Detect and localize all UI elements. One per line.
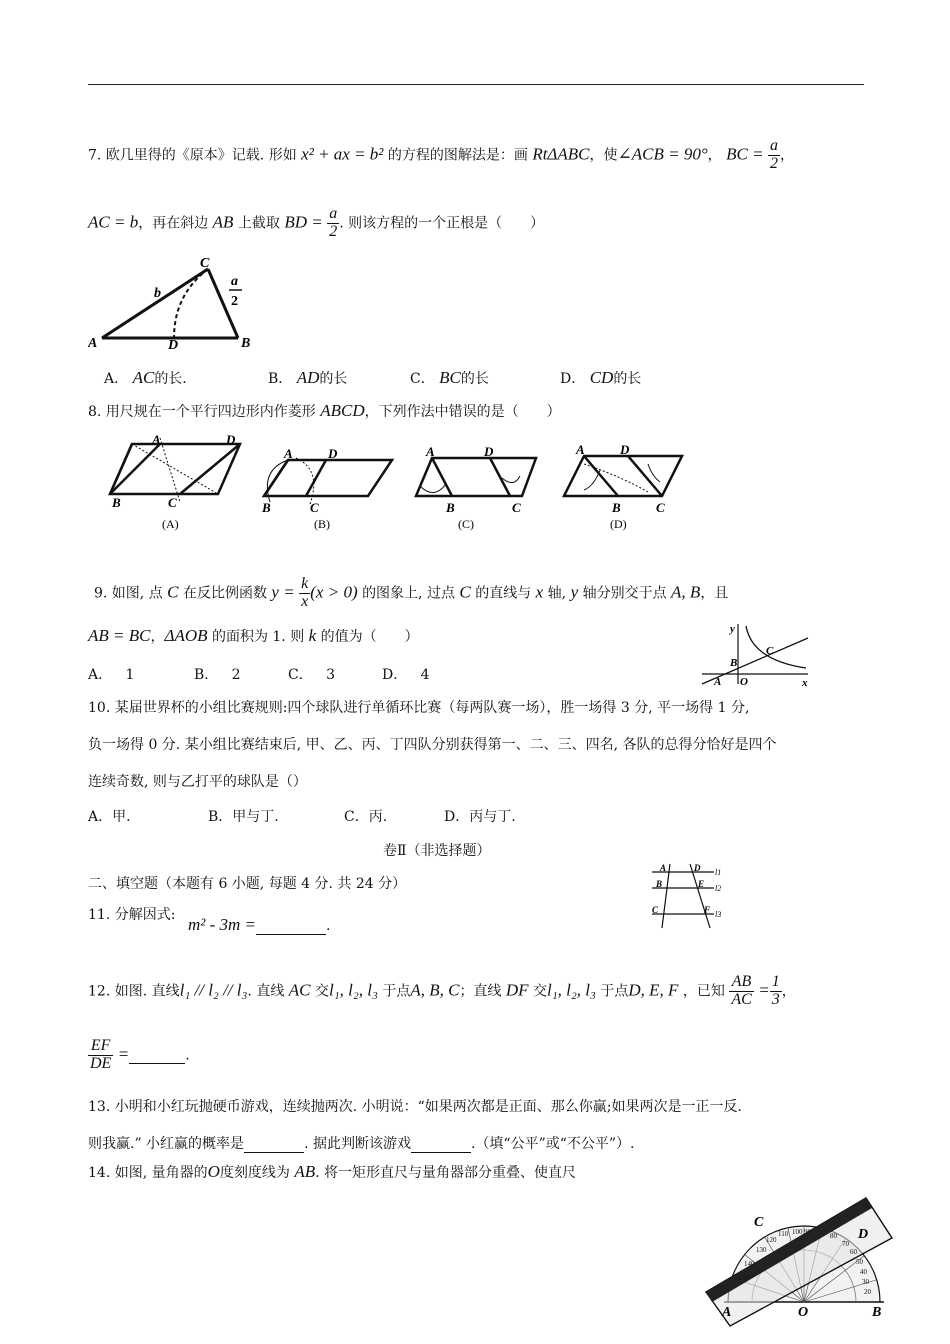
q14-label-C: C xyxy=(754,1215,764,1230)
svg-text:x: x xyxy=(802,677,808,688)
q13-line1: 13. 小明和小红玩抛硬币游戏，连续抛两次. 小明说：“如果两次都是正面、那么你赢;如果两次是一正一反. xyxy=(88,1099,742,1115)
q7-label-C: C xyxy=(200,256,210,271)
q14-label-A: A xyxy=(722,1305,732,1320)
q7-equation: x² + ax = b² xyxy=(301,144,384,164)
svg-text:D: D xyxy=(484,444,494,459)
svg-text:E: E xyxy=(698,879,705,889)
svg-text:F: F xyxy=(704,905,711,915)
q9-line1: 9. 如图, 点 C 在反比例函数 y = $\frac{k}{x}$ (x > 0) 的图象上, 过点 C 的直线与 x 轴, y 轴分别交于点 A, B，且 xyxy=(94,575,729,610)
q11-answer-blank[interactable] xyxy=(256,918,326,935)
svg-text:D: D xyxy=(694,863,701,873)
svg-text:y: y xyxy=(730,623,735,635)
q7-label-D: D xyxy=(168,338,179,353)
section-header: 二、填空题（本题有 6 小题, 每题 4 分. 共 24 分） xyxy=(88,876,407,892)
q14-label-O: O xyxy=(798,1305,809,1320)
svg-text:l2: l2 xyxy=(715,884,722,893)
q8-figure-d xyxy=(564,442,682,531)
q7-label-a: a xyxy=(231,274,238,289)
svg-text:(C): (C) xyxy=(458,517,474,531)
svg-text:B: B xyxy=(262,500,271,515)
svg-text:120: 120 xyxy=(766,1236,777,1244)
q7-line1: 7. 欧几里得的《原本》记载. 形如 x² + ax = b² 的方程的图解法是：画 RtΔABC，使∠ACB = 90°， BC = $\frac{a}{2}$ ， xyxy=(88,137,794,172)
q7-option-a[interactable]: A． AC的长. xyxy=(104,368,187,387)
q14-line1: 14. 如图, 量角器的O度刻度线为 AB. 将一矩形直尺与量角器部分重叠、使直尺 xyxy=(88,1162,577,1181)
q12-ratio-ef-de: $\frac{EF}{DE}$ xyxy=(90,1037,112,1072)
q10-option-d[interactable]: D．丙与丁. xyxy=(444,809,516,825)
svg-text:A: A xyxy=(714,676,722,688)
q7-label-B: B xyxy=(241,336,251,351)
q8-figure-c xyxy=(416,444,536,531)
q8-stem: 8. 用尺规在一个平行四边形内作菱形 ABCD，下列作法中错误的是（ ） xyxy=(88,401,561,420)
svg-text:100: 100 xyxy=(792,1228,803,1236)
svg-text:140: 140 xyxy=(744,1260,755,1268)
q8-figure-b xyxy=(261,446,392,531)
q7-label-A: A xyxy=(88,336,98,351)
svg-text:D: D xyxy=(226,432,236,447)
svg-text:A: A xyxy=(426,444,435,459)
q10-line3: 连续奇数, 则与乙打平的球队是（） xyxy=(88,774,307,790)
q12-ratio-ab-ac: $\frac{AB}{AC}$ xyxy=(731,973,752,1008)
svg-text:C: C xyxy=(656,500,665,515)
header-rule xyxy=(88,84,864,85)
svg-text:110: 110 xyxy=(778,1230,789,1238)
q12-line2: $\frac{EF}{DE}$ = . xyxy=(90,1037,190,1072)
q8-figure-a xyxy=(110,432,240,531)
svg-text:B: B xyxy=(112,495,121,510)
q12-line1: 12. 如图. 直线l₁ // l₂ // l₃. 直线 AC 交l₁, l₂, l₃ 于点A, B, C；直线 DF 交l₁, l₂, l₃ 于点D, E, F ，已知 $\frac{AB}{AC}$ = $\frac{1}{3}$ ， xyxy=(88,973,796,1008)
svg-text:O: O xyxy=(740,676,748,688)
svg-text:40: 40 xyxy=(860,1268,867,1276)
svg-text:30: 30 xyxy=(862,1278,869,1286)
svg-text:150: 150 xyxy=(738,1274,749,1282)
svg-text:C: C xyxy=(310,500,319,515)
svg-text:B: B xyxy=(656,879,663,889)
svg-text:C: C xyxy=(766,645,774,657)
svg-text:50: 50 xyxy=(856,1258,863,1266)
svg-text:A: A xyxy=(152,432,161,447)
q9-graph-figure xyxy=(696,618,816,688)
q9-option-a[interactable]: A． 1 xyxy=(88,667,135,683)
q12-ratio-value: $\frac{1}{3}$ xyxy=(771,973,780,1008)
svg-text:B: B xyxy=(446,500,455,515)
svg-text:90: 90 xyxy=(804,1228,811,1236)
q12-parallel-lines-figure xyxy=(648,862,728,932)
svg-text:(A): (A) xyxy=(162,517,179,531)
q14-label-B: B xyxy=(872,1305,882,1320)
q10-options xyxy=(88,806,516,826)
q7-label-b: b xyxy=(154,286,161,301)
q9-options xyxy=(88,664,430,684)
q10-line2: 负一场得 0 分. 某小组比赛结束后, 甲、乙、丙、丁四队分别获得第一、二、三、四名, 各队的总得分恰好是四个 xyxy=(88,737,777,753)
svg-text:D: D xyxy=(328,446,338,461)
svg-text:130: 130 xyxy=(756,1246,767,1254)
svg-text:C: C xyxy=(512,500,521,515)
q11-stem: 11. 分解因式: xyxy=(88,907,176,923)
q7-fraction-bd: $\frac{a}{2}$ xyxy=(329,205,338,240)
q8-figures xyxy=(100,430,700,538)
svg-text:C: C xyxy=(168,495,177,510)
q9-fraction-k-over-x: $\frac{k}{x}$ xyxy=(301,575,309,610)
svg-text:20: 20 xyxy=(864,1288,871,1296)
svg-text:A: A xyxy=(576,442,585,457)
svg-text:A: A xyxy=(284,446,293,461)
q7-options xyxy=(104,368,641,388)
q7-option-c[interactable]: C． BC的长 xyxy=(410,368,489,387)
q13-line2: 则我赢.” 小红赢的概率是 . 据此判断该游戏 .（填“公平”或“不公平”）. xyxy=(88,1136,635,1152)
svg-text:D: D xyxy=(620,442,630,457)
q7-option-b[interactable]: B． AD的长 xyxy=(268,368,348,387)
q13-fairness-blank[interactable] xyxy=(411,1136,471,1153)
q10-option-a[interactable]: A．甲. xyxy=(88,809,131,825)
svg-text:B: B xyxy=(612,500,621,515)
q9-line2: AB = BC，ΔAOB 的面积为 1. 则 k 的值为（ ） xyxy=(88,626,419,645)
section-title: 卷Ⅱ（非选择题） xyxy=(383,843,491,859)
q9-option-d[interactable]: D． 4 xyxy=(382,667,430,683)
svg-text:B: B xyxy=(730,657,738,669)
q12-answer-blank[interactable] xyxy=(129,1047,185,1064)
svg-text:l1: l1 xyxy=(715,868,722,877)
svg-text:(D): (D) xyxy=(610,517,627,531)
q10-option-c[interactable]: C．丙. xyxy=(344,809,388,825)
q11-expression: m² - 3m = . xyxy=(188,915,331,934)
svg-text:60: 60 xyxy=(850,1248,857,1256)
q7-option-d[interactable]: D． CD的长 xyxy=(560,368,642,387)
q10-option-b[interactable]: B．甲与丁. xyxy=(208,809,279,825)
q14-protractor-figure xyxy=(700,1192,900,1328)
q13-probability-blank[interactable] xyxy=(244,1136,304,1153)
q9-option-c[interactable]: C． 3 xyxy=(288,667,335,683)
svg-text:70: 70 xyxy=(842,1240,849,1248)
q10-line1: 10. 某届世界杯的小组比赛规则:四个球队进行单循环比赛（每两队赛一场），胜一场得 3 分, 平一场得 1 分, xyxy=(88,700,750,716)
q7-line2: AC = b，再在斜边 AB 上截取 BD = $\frac{a}{2}$ . 则该方程的一个正根是（ ） xyxy=(88,205,545,240)
svg-text:C: C xyxy=(652,905,659,915)
q7-label-2: 2 xyxy=(231,294,238,309)
svg-text:(B): (B) xyxy=(314,517,330,531)
q14-label-D: D xyxy=(858,1227,869,1242)
svg-text:A: A xyxy=(660,863,667,873)
q7-fraction-a-over-2: $\frac{a}{2}$ xyxy=(770,137,778,172)
svg-text:l3: l3 xyxy=(715,910,722,919)
q9-option-b[interactable]: B． 2 xyxy=(194,667,241,683)
q7-triangle-figure xyxy=(88,255,258,355)
svg-text:80: 80 xyxy=(830,1232,837,1240)
